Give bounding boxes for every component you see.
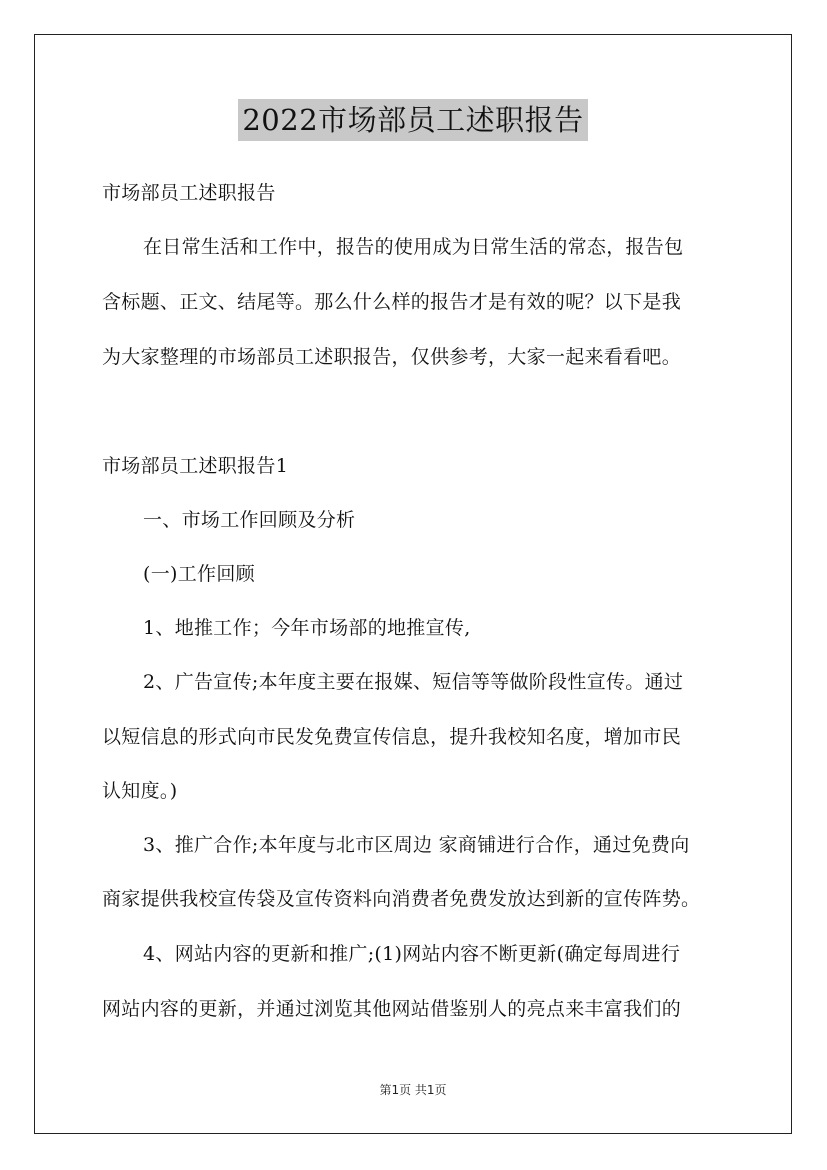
intro-line-1: 在日常生活和工作中，报告的使用成为日常生活的常态，报告包	[143, 236, 684, 258]
document-title: 2022市场部员工述职报告	[238, 99, 587, 141]
document-page	[34, 34, 792, 1134]
intro-line-3: 为大家整理的市场部员工述职报告，仅供参考，大家一起来看看吧。	[102, 346, 682, 368]
body-line: 网站内容的更新，并通过浏览其他网站借鉴别人的亮点来丰富我们的	[102, 998, 682, 1020]
page-footer: 第1页 共1页	[379, 1083, 447, 1097]
subtitle: 市场部员工述职报告	[102, 182, 276, 204]
body-line: 一、市场工作回顾及分析	[143, 509, 356, 531]
document-title-wrap	[35, 99, 791, 141]
intro-line-2: 含标题、正文、结尾等。那么什么样的报告才是有效的呢？以下是我	[102, 291, 682, 313]
body-line: 2、广告宣传;本年度主要在报媒、短信等等做阶段性宣传。通过	[143, 671, 684, 693]
body-line: 商家提供我校宣传袋及宣传资料向消费者免费发放达到新的宣传阵势。	[102, 888, 701, 910]
body-line: 4、网站内容的更新和推广;(1)网站内容不断更新(确定每周进行	[143, 943, 681, 965]
body-line: 以短信息的形式向市民发免费宣传信息，提升我校知名度，增加市民	[102, 726, 682, 748]
body-line: 3、推广合作;本年度与北市区周边 家商铺进行合作，通过免费向	[143, 834, 690, 856]
body-line: 1、地推工作；今年市场部的地推宣传,	[143, 617, 471, 639]
body-line: 认知度。)	[102, 780, 178, 802]
body-line: (一)工作回顾	[143, 563, 255, 585]
section-heading: 市场部员工述职报告1	[102, 455, 289, 477]
